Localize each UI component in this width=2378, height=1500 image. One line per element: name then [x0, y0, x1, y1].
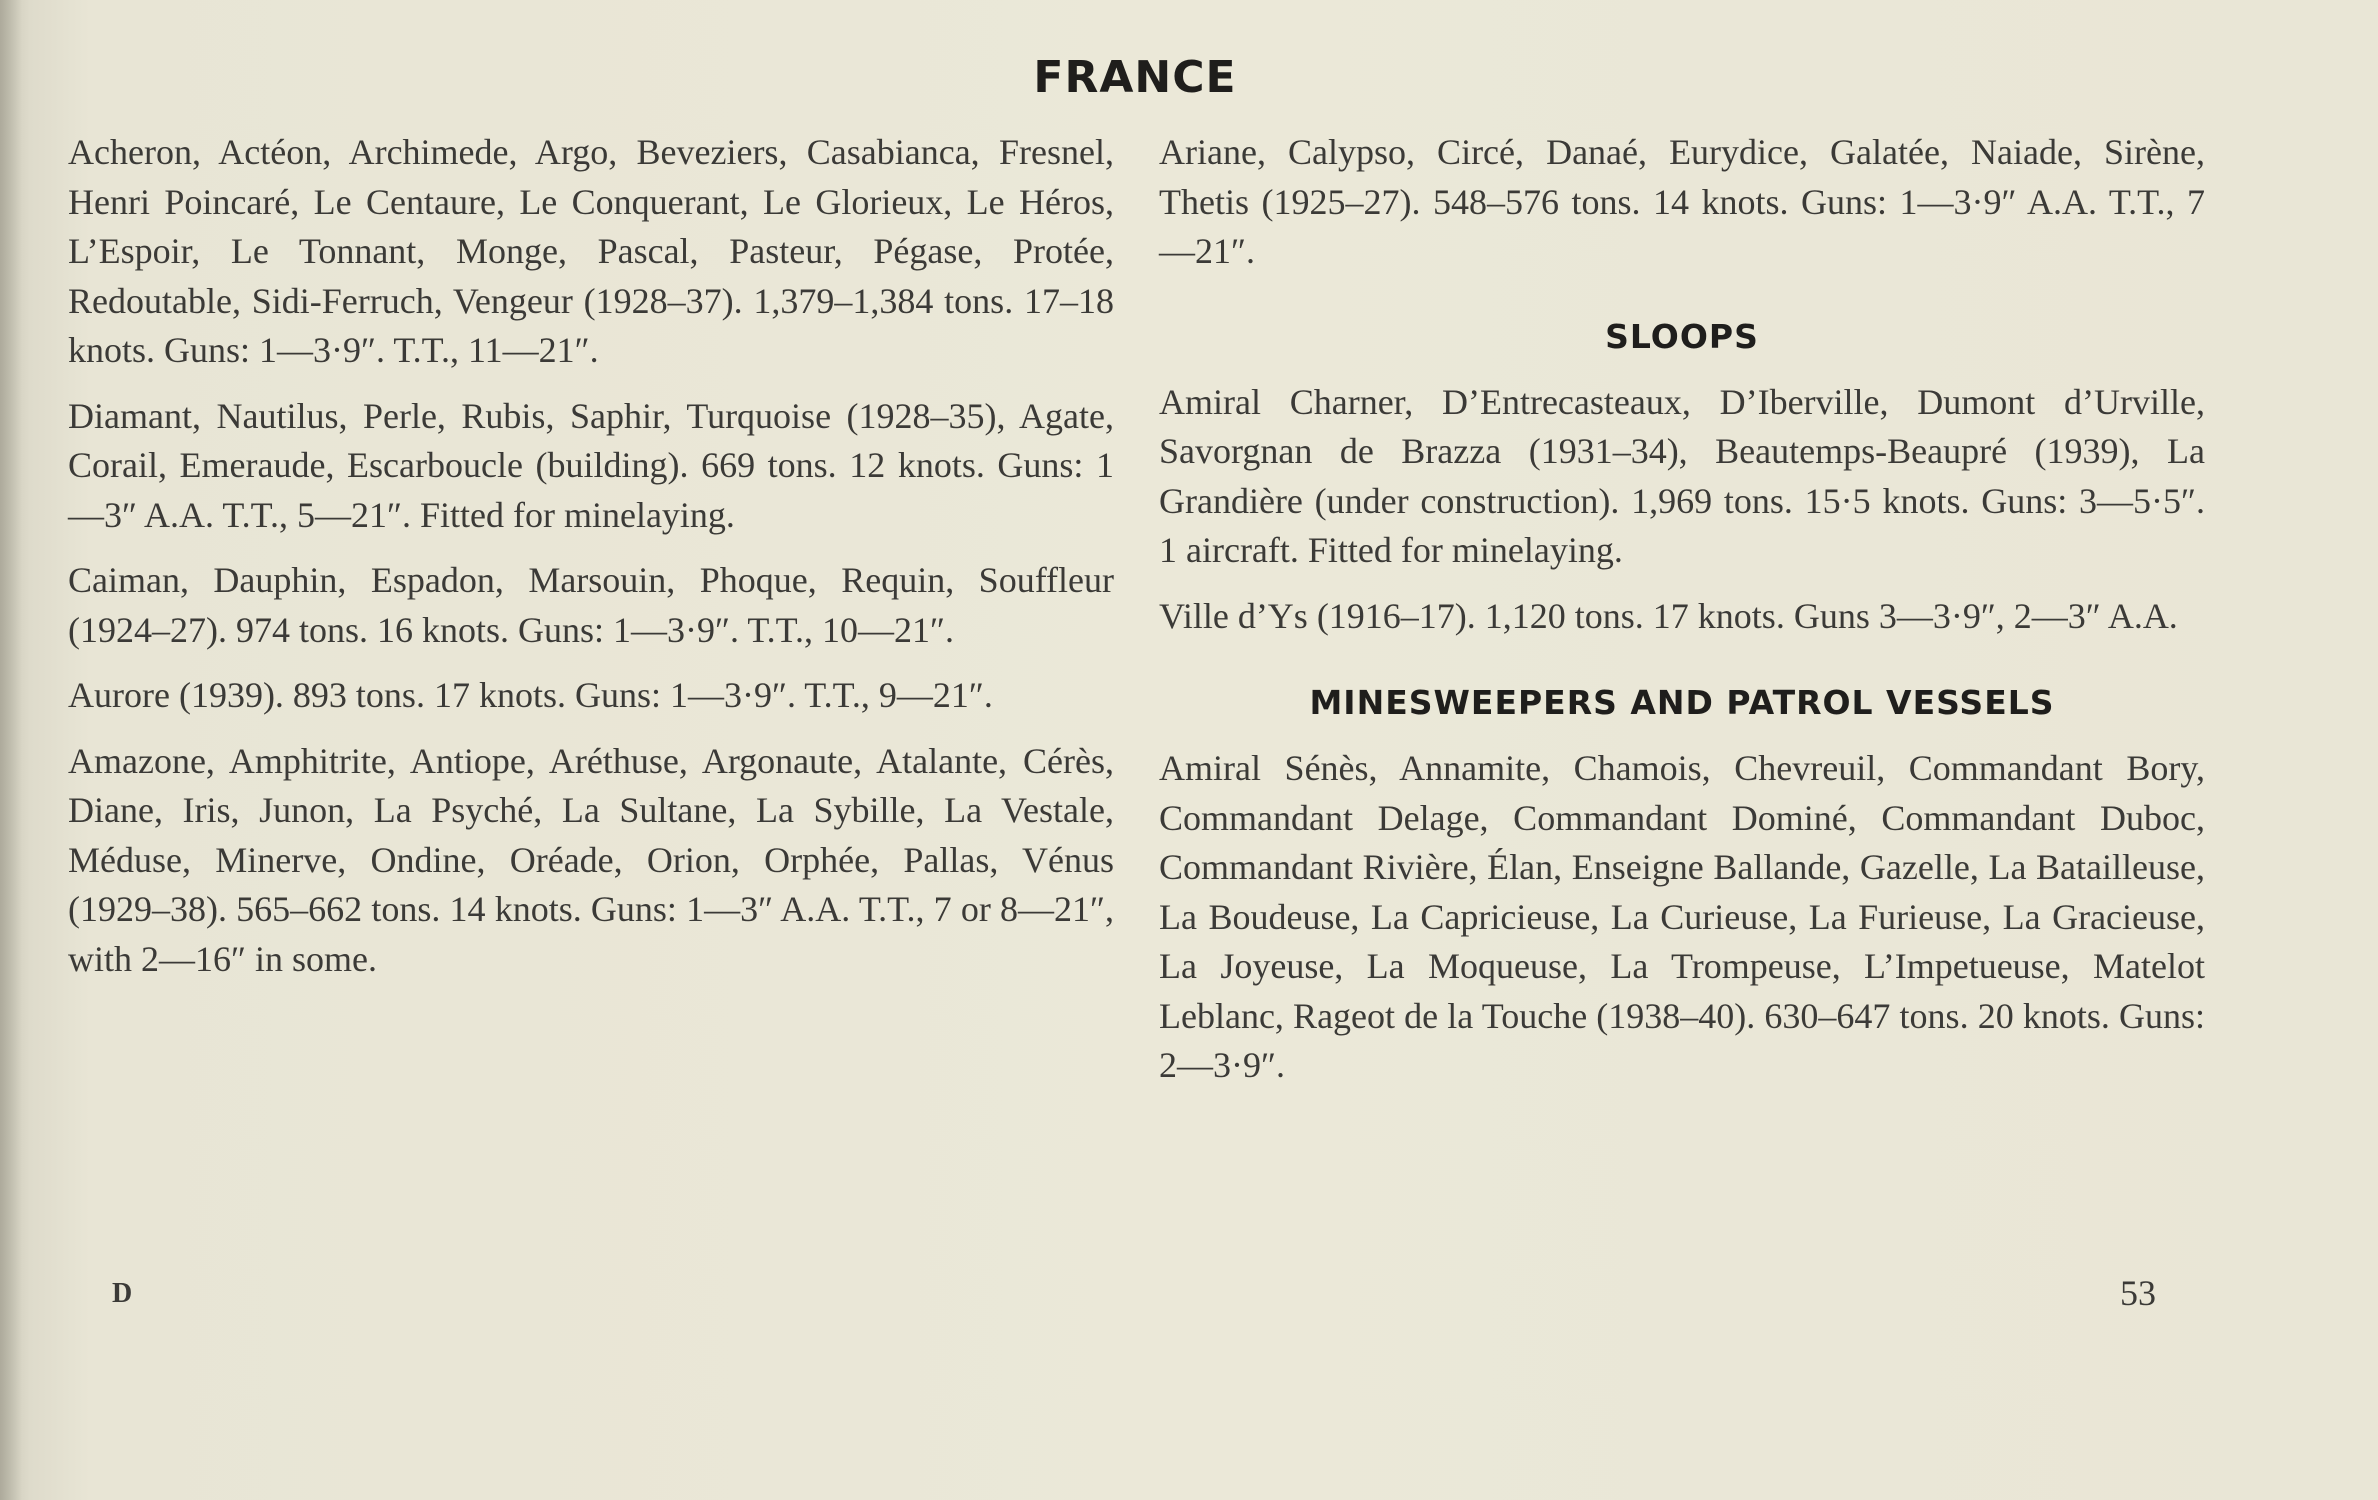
page-title: FRANCE [1033, 52, 1237, 103]
page-number: 53 [2120, 1273, 2156, 1313]
vessel-entry: Amiral Sénès, Annamite, Chamois, Chevreuil, Commandant Bory, Commandant Delage, Commandant Dominé, Commandant Duboc, Commandant Rivière, Élan, Enseigne Ballande, Gazelle, La Batailleuse, La Boudeuse, La Capricieuse, La Curieuse, La Furieuse, La Gracieuse, La Joyeuse, La Moqueuse, La Trompeuse, L’Impetueuse, Matelot Leblanc, Rageot de la Touche (1938–40). 630–647 tons. 20 knots. Guns: 2—3·9″. [1159, 748, 2205, 1085]
vessel-entry: Ville d’Ys (1916–17). 1,120 tons. 17 knots. Guns 3—3·9″, 2—3″ A.A. [1159, 595, 2178, 636]
section-heading-sloops: SLOOPS [1605, 316, 1759, 356]
vessel-entry: Amazone, Amphitrite, Antiope, Aréthuse, Argonaute, Atalante, Cérès, Diane, Iris, Junon, La Psyché, La Sultane, La Sybille, La Vestale, Méduse, Minerve, Ondine, Oréade, Orion, Orphée, Pallas, Vénus (1929–38). 565–662 tons. 14 knots. Guns: 1—3″ A.A. T.T., 7 or 8—21″, with 2—16″ in some. [68, 740, 1114, 979]
vessel-entry: Diamant, Nautilus, Perle, Rubis, Saphir, Turquoise (1928–35), Agate, Corail, Emeraude, Escarboucle (building). 669 tons. 12 knots. Guns: 1—3″ A.A. T.T., 5—21″. Fitted for minelaying. [68, 395, 1114, 535]
signature-mark: D [112, 1278, 133, 1309]
vessel-entry: Aurore (1939). 893 tons. 17 knots. Guns: 1—3·9″. T.T., 9—21″. [68, 675, 993, 715]
section-heading-minesweepers: MINESWEEPERS AND PATROL VESSELS [1309, 683, 2055, 722]
spine-shadow [0, 0, 22, 1500]
vessel-entry: Ariane, Calypso, Circé, Danaé, Eurydice, Galatée, Naiade, Sirène, Thetis (1925–27). 548–576 tons. 14 knots. Guns: 1—3·9″ A.A. T.T., 7—21″. [1159, 132, 2205, 271]
vessel-entry: Amiral Charner, D’Entrecasteaux, D’Iberville, Dumont d’Urville, Savorgnan de Brazza (1931–34), Beautemps-Beaupré (1939), La Grandière (under construction). 1,969 tons. 15·5 knots. Guns: 3—5·5″. 1 aircraft. Fitted for minelaying. [1159, 381, 2205, 570]
right-column [1159, 128, 2205, 1107]
left-column [68, 128, 1114, 1000]
vessel-entry: Acheron, Actéon, Archimede, Argo, Beveziers, Casabianca, Fresnel, Henri Poincaré, Le Centaure, Le Conquerant, Le Glorieux, Le Héros, L’Espoir, Le Tonnant, Monge, Pascal, Pasteur, Pégase, Protée, Redoutable, Sidi-Ferruch, Vengeur (1928–37). 1,379–1,384 tons. 17–18 knots. Guns: 1—3·9″. T.T., 11—21″. [68, 132, 1114, 370]
vessel-entry: Caiman, Dauphin, Espadon, Marsouin, Phoque, Requin, Souffleur (1924–27). 974 tons. 16 knots. Guns: 1—3·9″. T.T., 10—21″. [68, 560, 1114, 650]
